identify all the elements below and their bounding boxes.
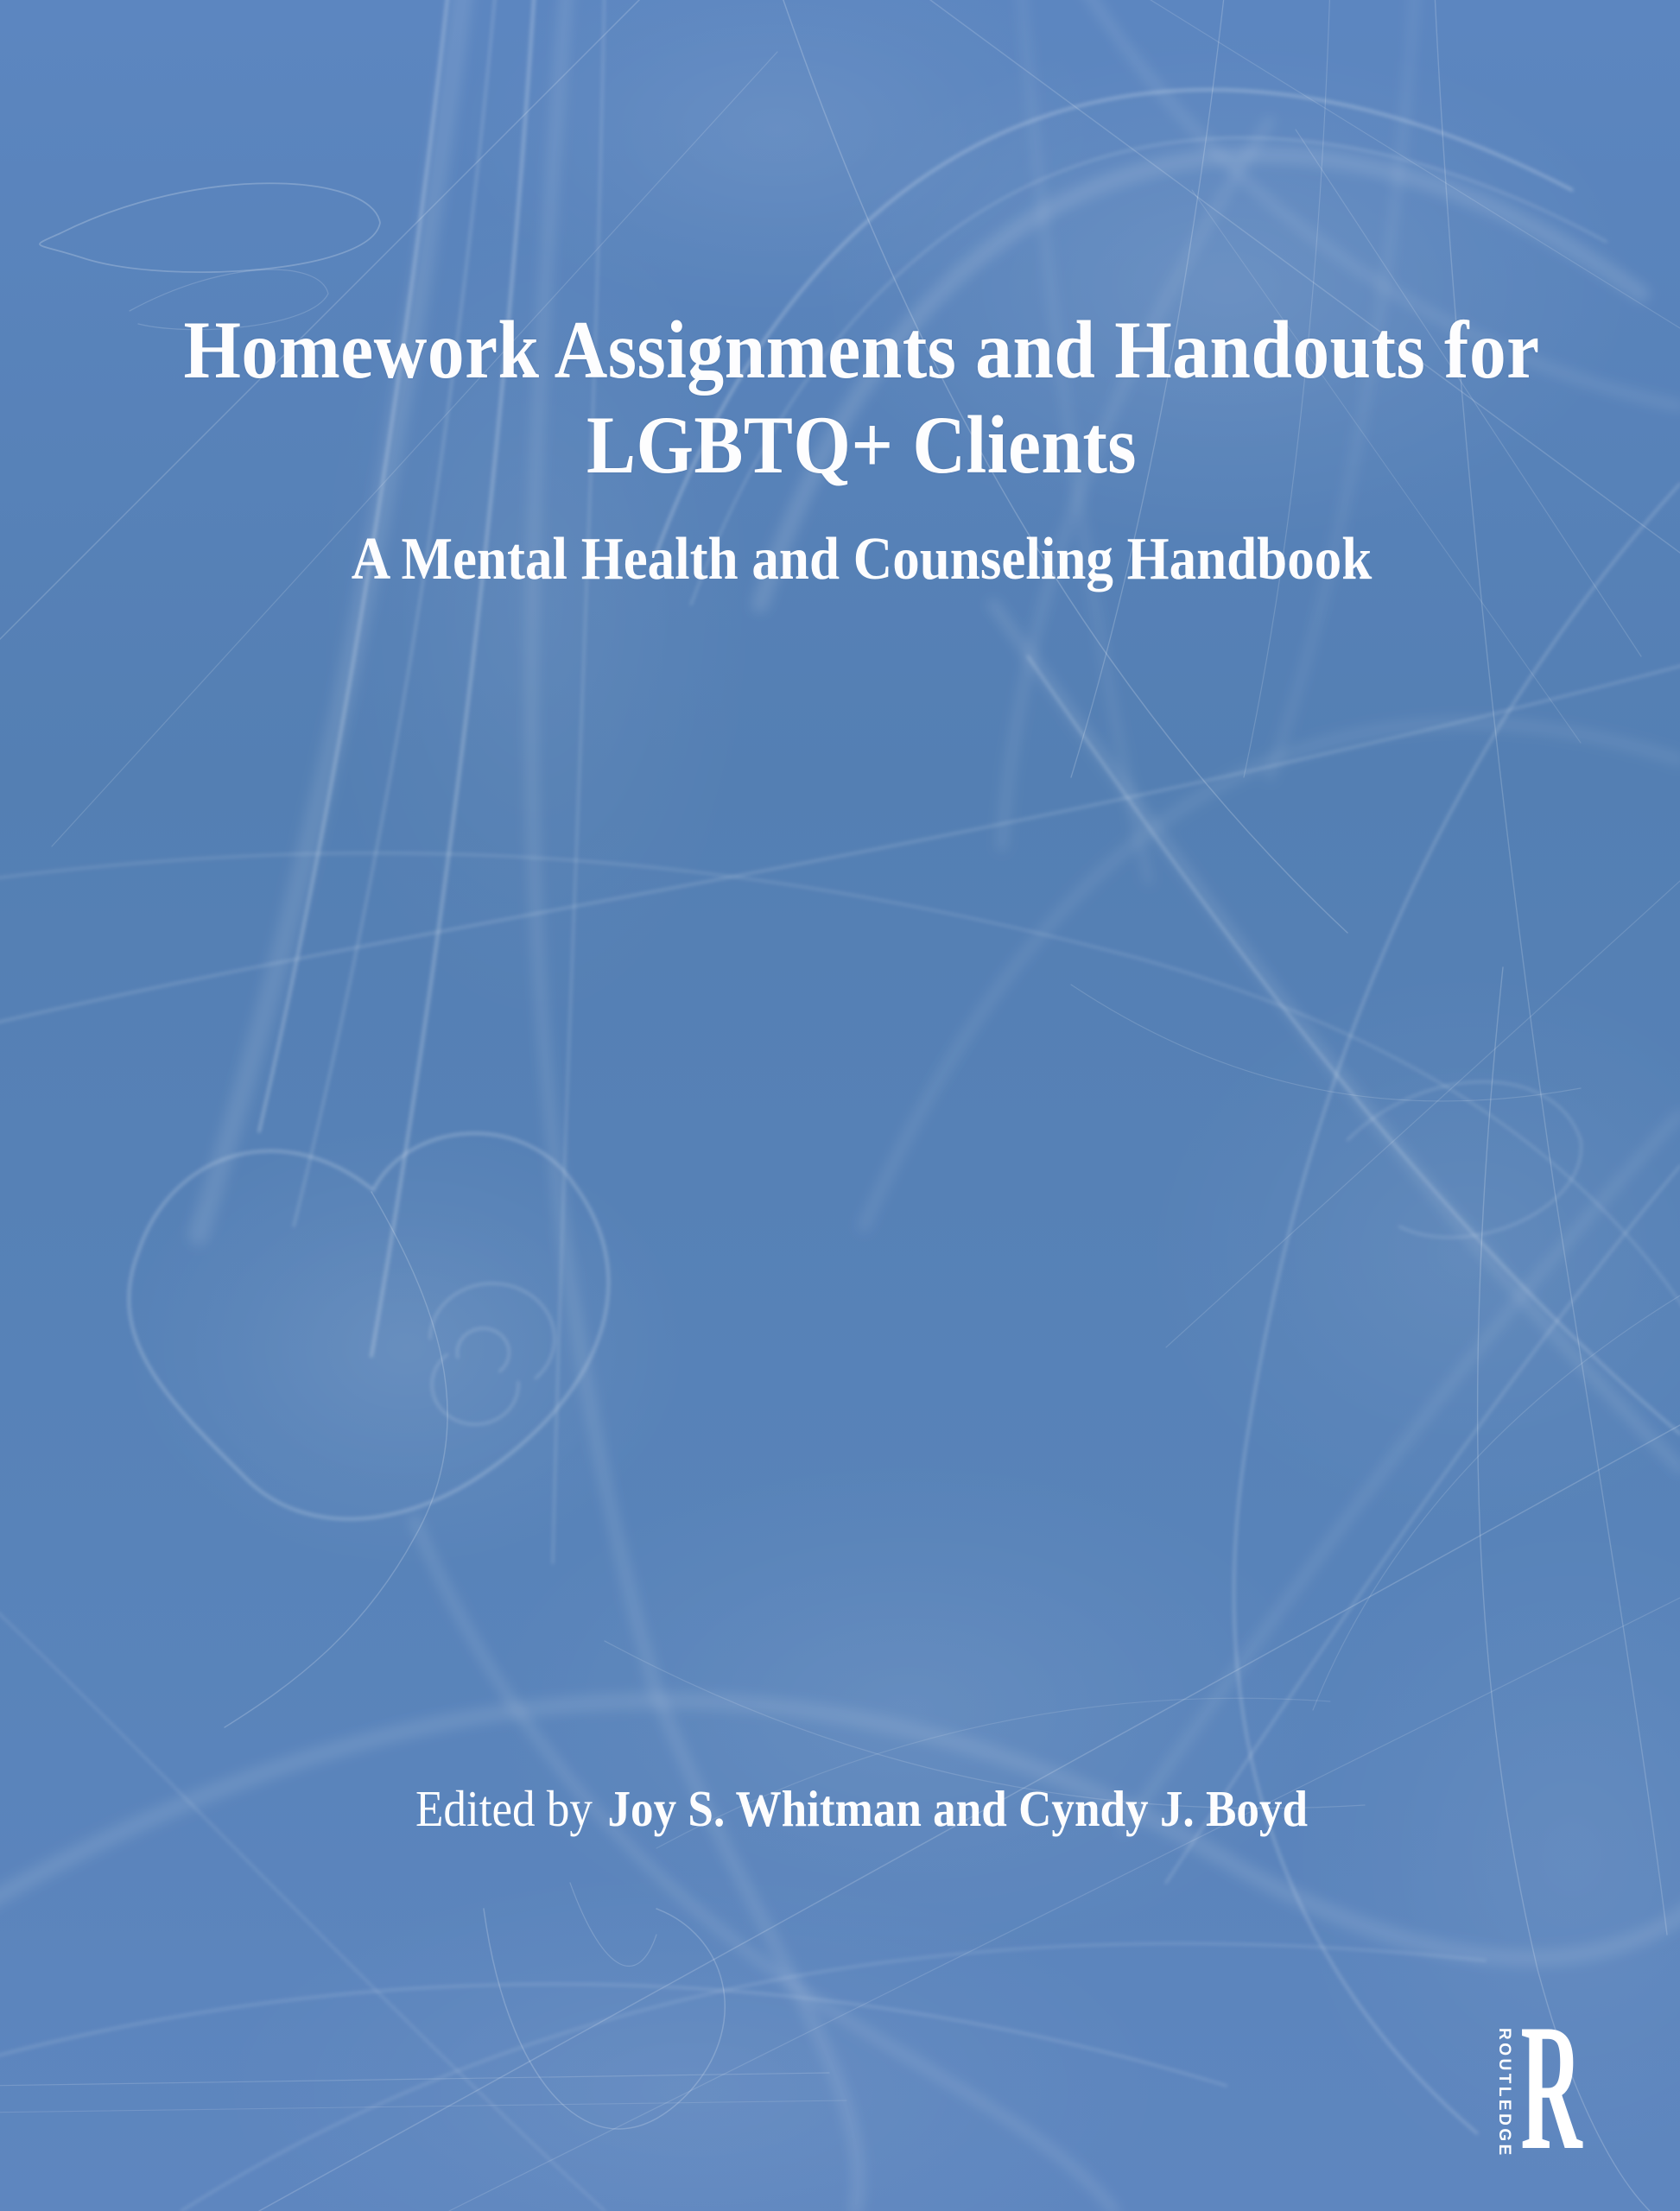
publisher-name: ROUTLEDGE xyxy=(1495,2028,1513,2158)
editor-names: Joy S. Whitman and Cyndy J. Boyd xyxy=(607,1780,1309,1837)
book-title xyxy=(105,302,1618,492)
book-title-line-1: Homework Assignments and Handouts for xyxy=(183,304,1540,396)
publisher-monogram-r: R xyxy=(1520,1987,1582,2188)
editors-line xyxy=(105,1778,1618,1840)
edited-by-label: Edited by xyxy=(415,1780,593,1837)
book-subtitle: A Mental Health and Counseling Handbook xyxy=(351,526,1373,592)
routledge-logo xyxy=(1495,1987,1582,2188)
book-title-line-2: LGBTQ+ Clients xyxy=(586,399,1137,491)
